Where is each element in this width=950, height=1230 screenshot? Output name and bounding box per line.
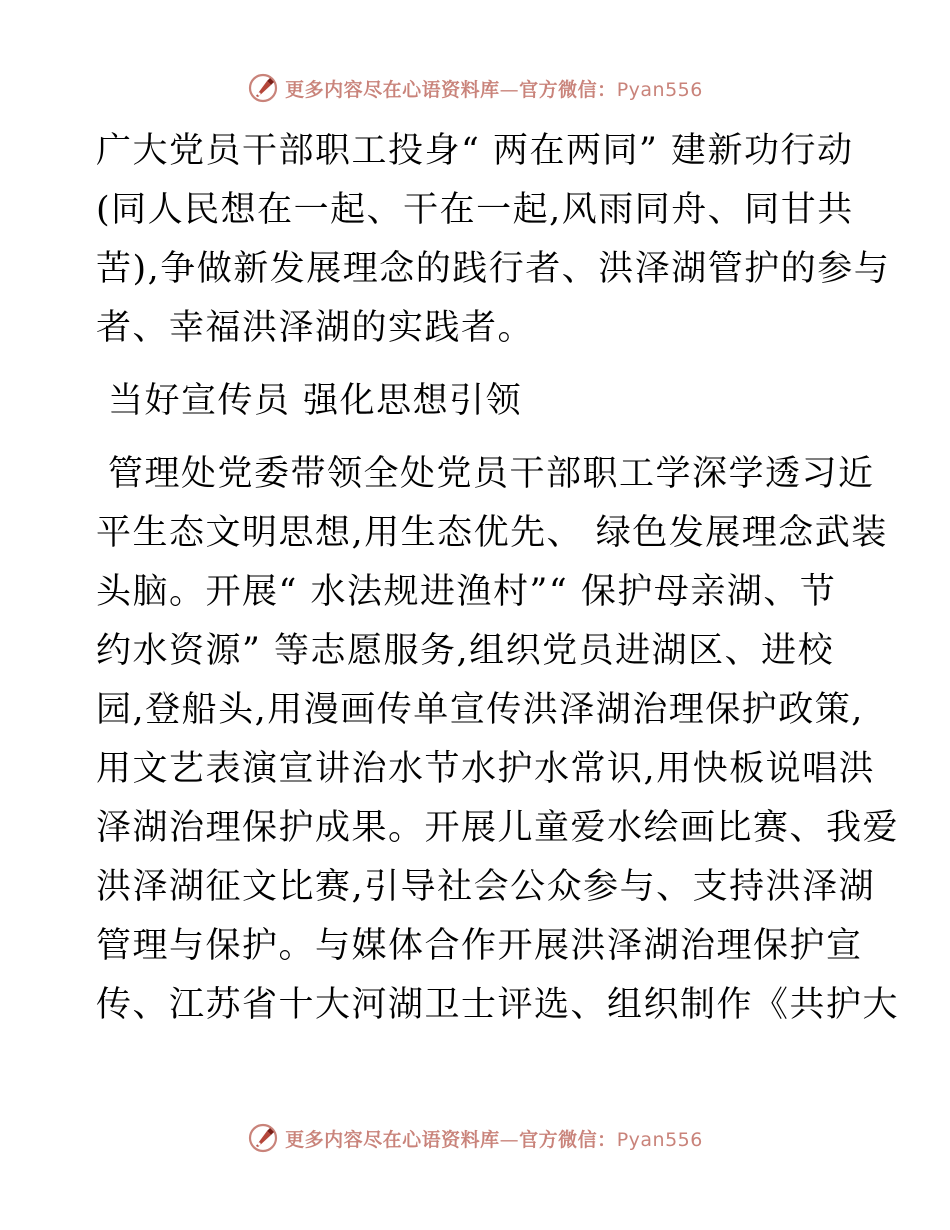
text-line: 约水资源” 等志愿服务,组织党员进湖区、进校: [96, 631, 835, 671]
header-banner: [0, 68, 950, 108]
text-line: (同人民想在一起、干在一起,风雨同舟、同甘共: [96, 190, 854, 230]
text-line: 管理与保护。与媒体合作开展洪泽湖治理保护宣: [96, 926, 863, 966]
paragraph-2: [96, 445, 900, 1035]
banner-separator: —: [499, 1128, 520, 1151]
text-line: 者、幸福洪泽湖的实践者。: [96, 308, 535, 348]
text-line: 平生态文明思想,用生态优先、 绿色发展理念武装: [96, 513, 888, 553]
banner-wechat-id: Pyan556: [616, 78, 703, 101]
text-line: 洪泽湖征文比赛,引导社会公众参与、支持洪泽湖: [96, 867, 876, 907]
document-body: [96, 122, 900, 1035]
banner-text: [285, 1125, 703, 1152]
text-line: 传、江苏省十大河湖卫士评选、组织制作《共护大: [96, 985, 900, 1025]
banner-separator: —: [499, 78, 520, 101]
text-line: 用文艺表演宣讲治水节水护水常识,用快板说唱洪: [96, 749, 876, 789]
paragraph-1: [96, 122, 891, 358]
text-line: 管理处党委带领全处党员干部职工学深学透习近: [108, 454, 875, 494]
section-heading: 当好宣传员 强化思想引领: [108, 381, 523, 421]
text-line: 苦),争做新发展理念的践行者、洪泽湖管护的参与: [96, 249, 891, 289]
footer-banner: [0, 1118, 950, 1158]
banner-text: [285, 75, 703, 102]
banner-site-name: 更多内容尽在心语资料库: [285, 78, 500, 101]
text-line: 泽湖治理保护成果。开展儿童爱水绘画比赛、我爱: [96, 808, 900, 848]
text-line: 广大党员干部职工投身“ 两在两同” 建新功行动: [96, 131, 854, 171]
text-line: 头脑。开展“ 水法规进渔村”“ 保护母亲湖、节: [96, 572, 837, 612]
pen-nib-logo-icon: [247, 1122, 279, 1154]
banner-site-name: 更多内容尽在心语资料库: [285, 1128, 500, 1151]
banner-wechat-label: 官方微信：: [519, 1128, 617, 1151]
text-line: 园,登船头,用漫画传单宣传洪泽湖治理保护政策,: [96, 690, 864, 730]
banner-wechat-id: Pyan556: [616, 1128, 703, 1151]
pen-nib-logo-icon: [247, 72, 279, 104]
banner-wechat-label: 官方微信：: [519, 78, 617, 101]
